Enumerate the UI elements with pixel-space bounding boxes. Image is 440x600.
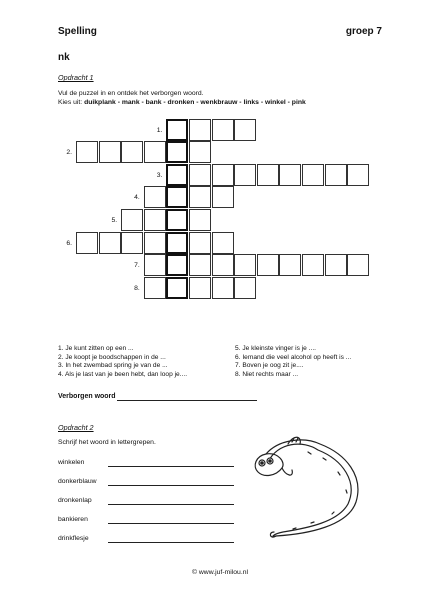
grid-cell-r6-c4[interactable] [144,232,166,254]
word-bankieren: bankieren [58,516,88,523]
grid-cell-r3-c13[interactable] [347,164,369,186]
grid-cell-r5-c6[interactable] [189,209,211,231]
grid-cell-r3-c7[interactable] [212,164,234,186]
choose-words: duikplank - mank - bank - dronken - wenkbrauw - links - winkel - pink [84,99,306,106]
grid-cell-r2-c1[interactable] [76,141,98,163]
grid-cell-r2-c6[interactable] [189,141,211,163]
grid-cell-r3-c8[interactable] [234,164,256,186]
grid-cell-r8-c6[interactable] [189,277,211,299]
clue-5: 5. Je kleinste vinger is je .... [235,345,316,352]
topic-title: nk [58,52,70,63]
grid-cell-r3-c9[interactable] [257,164,279,186]
row-number-8: 8. [134,284,140,292]
row-number-7: 7. [134,262,140,270]
clue-3: 3. In het zwembad spring je van de ... [58,362,168,370]
grid-cell-r7-c9[interactable] [257,254,279,276]
row-number-6: 6. [66,239,72,247]
grid-cell-r7-c5[interactable] [166,254,188,276]
grid-cell-r1-c5[interactable] [166,119,188,141]
row-number-5: 5. [111,216,118,224]
word-drinkflesje: drinkflesje [58,535,89,542]
grid-cell-r3-c11[interactable] [302,164,324,186]
answer-line-donkerblauw[interactable] [108,485,234,486]
task2-title: Opdracht 2 [58,423,94,432]
footer-credit: © www.juf-milou.nl [192,569,248,576]
grid-cell-r7-c6[interactable] [189,254,211,276]
row-number-1: 1. [156,126,163,134]
choose-label: Kies uit: [58,99,85,106]
grid-cell-r4-c6[interactable] [189,186,211,208]
grid-cell-r5-c4[interactable] [144,209,166,231]
grid-cell-r2-c5[interactable] [166,141,188,163]
row-number-4: 4. [134,194,140,202]
grid-cell-r6-c1[interactable] [76,232,98,254]
clue-8: 8. Niet rechts maar ... [235,370,299,378]
grid-cell-r6-c3[interactable] [121,232,143,254]
grid-cell-r3-c12[interactable] [325,164,347,186]
grid-cell-r1-c7[interactable] [212,119,234,141]
subject-title: Spelling [58,26,97,37]
word-winkelen: winkelen [58,459,85,466]
group-label: groep 7 [345,26,382,37]
word-donkerblauw: donkerblauw [58,478,97,485]
grid-cell-r6-c7[interactable] [212,232,234,254]
task1-title: Opdracht 1 [58,73,94,82]
grid-cell-r5-c5[interactable] [166,209,188,231]
hidden-word-label: Verborgen woord [58,393,116,400]
grid-cell-r7-c11[interactable] [302,254,324,276]
grid-cell-r7-c4[interactable] [144,254,166,276]
clue-7: 7. Boven je oog zit je.... [235,362,304,370]
word-dronkenlap: dronkenlap [58,497,92,504]
grid-cell-r1-c8[interactable] [234,119,256,141]
clue-6: 6. Iemand die veel alcohol op heeft is ... [235,353,352,361]
clues-left [58,345,187,379]
grid-cell-r6-c6[interactable] [189,232,211,254]
hidden-word-input-line[interactable] [117,400,257,401]
clue-1: 1. Je kunt zitten op een ... [58,345,134,352]
answer-line-bankieren[interactable] [108,523,234,524]
grid-cell-r4-c5[interactable] [166,186,188,208]
grid-cell-r8-c4[interactable] [144,277,166,299]
grid-cell-r6-c2[interactable] [99,232,121,254]
grid-cell-r1-c6[interactable] [189,119,211,141]
grid-cell-r5-c3[interactable] [121,209,143,231]
grid-cell-r3-c10[interactable] [279,164,301,186]
grid-cell-r8-c5[interactable] [166,277,188,299]
answer-line-winkelen[interactable] [108,466,234,467]
clue-2: 2. Je koopt je boodschappen in de ... [58,353,166,361]
grid-cell-r4-c7[interactable] [212,186,234,208]
grid-cell-r7-c7[interactable] [212,254,234,276]
answer-line-drinkflesje[interactable] [108,542,234,543]
clue-4: 4. Als je last van je been hebt, dan loop je.... [58,370,188,378]
row-number-2: 2. [66,149,72,157]
grid-cell-r6-c5[interactable] [166,232,188,254]
grid-cell-r2-c3[interactable] [121,141,143,163]
grid-cell-r3-c6[interactable] [189,164,211,186]
grid-cell-r2-c4[interactable] [144,141,166,163]
row-number-3: 3. [156,171,163,179]
task1-instruction: Vul de puzzel in en ontdek het verborgen woord. [58,90,204,97]
task2-instruction: Schrijf het woord in lettergrepen. [58,439,156,446]
grid-cell-r8-c7[interactable] [212,277,234,299]
grid-cell-r8-c8[interactable] [234,277,256,299]
grid-cell-r2-c2[interactable] [99,141,121,163]
grid-cell-r7-c12[interactable] [325,254,347,276]
grid-cell-r3-c5[interactable] [166,164,188,186]
grid-cell-r7-c13[interactable] [347,254,369,276]
eel-illustration-icon [248,432,368,542]
grid-cell-r7-c10[interactable] [279,254,301,276]
clues-right [235,345,351,379]
grid-cell-r7-c8[interactable] [234,254,256,276]
grid-cell-r4-c4[interactable] [144,186,166,208]
answer-line-dronkenlap[interactable] [108,504,234,505]
